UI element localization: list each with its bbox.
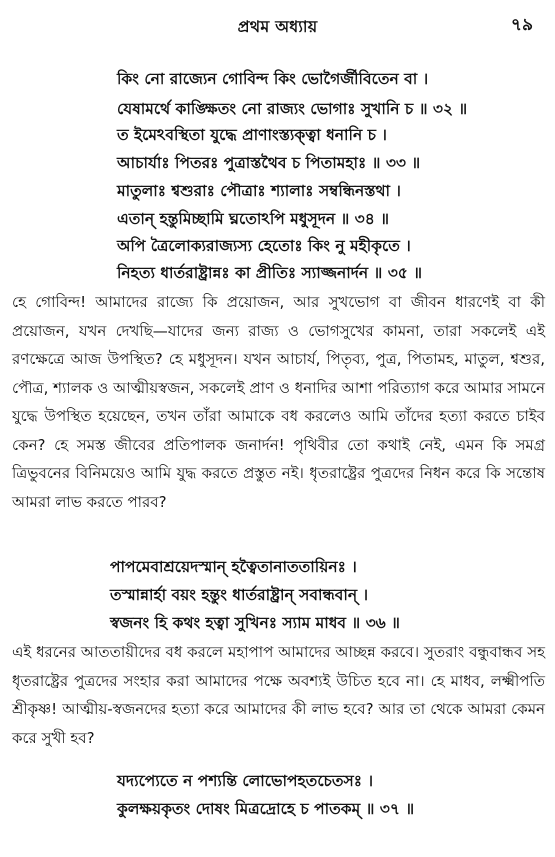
verse-line: যেষামর্থে কাঙ্ক্ষিতং নো রাজ্যং ভোগাঃ সুখানি চ ॥ ৩২ ॥	[117, 100, 468, 118]
verse-line: নিহত্য ধার্তরাষ্ট্রান্নঃ কা প্রীতিঃ স্যাজ্জনার্দন ॥ ৩৫ ॥	[117, 264, 423, 282]
verse-line: অপি ত্রৈলোক্যরাজ্যস্য হেতোঃ কিং নু মহীকৃতে ।	[117, 237, 411, 255]
verse-line: স্বজনং হি কথং হত্বা সুখিনঃ স্যাম মাধব ॥ ৩৬ ॥	[110, 614, 400, 632]
verse-line: ত ইমেঽবস্থিতা যুদ্ধে প্রাণাংস্ত্যক্ত্বা ধনানি চ ।	[117, 126, 387, 144]
chapter-title: প্রথম অধ্যায়	[237, 17, 318, 36]
verse-line: আচার্যাঃ পিতরঃ পুত্রাস্তথৈব চ পিতামহাঃ ॥ ৩৩ ॥	[117, 154, 421, 172]
verse-line: কুলক্ষয়কৃতং দোষং মিত্রদ্রোহে চ পাতকম্ ॥ ৩৭ ॥	[117, 800, 415, 818]
verse-line: তস্মান্নার্হা বয়ং হন্তুং ধার্তরাষ্ট্রান্ সবান্ধবান্ ।	[110, 586, 369, 604]
verse-line: মাতুলাঃ শ্বশুরাঃ পৌত্রাঃ শ্যালাঃ সম্বন্ধিনস্তথা ।	[117, 182, 401, 200]
verse-line: পাপমেবাশ্রয়েদস্মান্ হত্বৈতানাততায়িনঃ ।	[110, 558, 357, 576]
translation-paragraph: এই ধরনের আততায়ীদের বধ করলে মহাপাপ আমাদের আচ্ছন্ন করবে। সুতরাং বন্ধুবান্ধব সহ ধৃতরাষ্ট্রের পুত্রদের সংহার করা আমাদের পক্ষে অবশ্যই উচিত হবে না। হে মাধব, লক্ষ্মীপতি শ্রীকৃষ্ণ! আত্মীয়-স্বজনদের হত্যা করে আমাদের কী লাভ হবে? আর তা থেকে আমরা কেমন করে সুখী হব?	[12, 643, 545, 747]
verse-line: কিং নো রাজ্যেন গোবিন্দ কিং ভোগৈর্জীবিতেন বা ।	[117, 70, 429, 88]
page-number: ৭৯	[510, 15, 533, 35]
translation-paragraph: হে গোবিন্দ! আমাদের রাজ্যে কি প্রয়োজন, আর সুখভোগ বা জীবন ধারণেই বা কী প্রয়োজন, যখন দেখছি—যাদের জন্য রাজ্য ও ভোগসুখের কামনা, তারা সকলেই এই রণক্ষেত্রে আজ উপস্থিত? হে মধুসূদন। যখন আচার্য, পিতৃব্য, পুত্র, পিতামহ, মাতুল, শ্বশুর, পৌত্র, শ্যালক ও আত্মীয়স্বজন, সকলেই প্রাণ ও ধনাদির আশা পরিত্যাগ করে আমার সামনে যুদ্ধে উপস্থিত হয়েছেন, তখন তাঁরা আমাকে বধ করলেও আমি তাঁদের হত্যা করতে চাইব কেন? হে সমস্ত জীবের প্রতিপালক জনার্দন! পৃথিবীর তো কথাই নেই, এমন কি সমগ্র ত্রিভুবনের বিনিময়েও আমি যুদ্ধ করতে প্রস্তুত নই। ধৃতরাষ্ট্রের পুত্রদের নিধন করে কি সন্তোষ আমরা লাভ করতে পারব?	[12, 293, 545, 511]
verse-line: যদ্যপ্যেতে ন পশ্যন্তি লোভোপহতচেতসঃ ।	[117, 772, 373, 790]
verse-line: এতান্ হন্তুমিচ্ছামি ঘ্নতোঽপি মধুসূদন ॥ ৩৪ ॥	[117, 210, 389, 228]
